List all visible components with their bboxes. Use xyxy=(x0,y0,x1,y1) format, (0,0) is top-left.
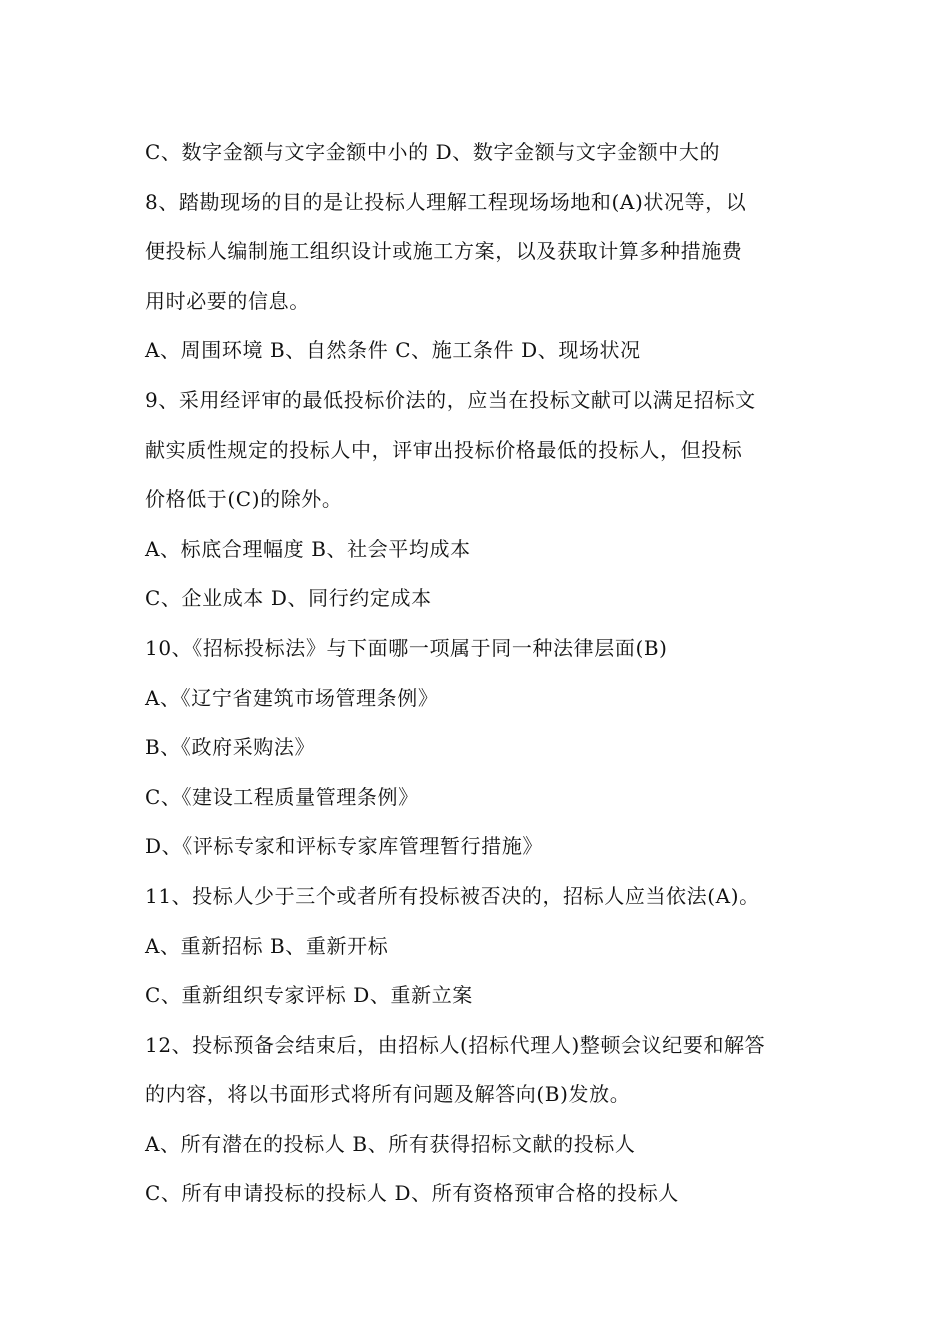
question-8-line-3: 用时必要的信息。 xyxy=(145,288,310,313)
question-12-options-ab: A、所有潜在的投标人 B、所有获得招标文献的投标人 xyxy=(145,1131,636,1156)
question-11-line: 11、投标人少于三个或者所有投标被否决的，招标人应当依法(A)。 xyxy=(145,883,760,908)
question-10-option-c: C、《建设工程质量管理条例》 xyxy=(145,784,419,809)
question-11-options-cd: C、重新组织专家评标 D、重新立案 xyxy=(145,983,473,1008)
question-12-options-cd: C、所有申请投标的投标人 D、所有资格预审合格的投标人 xyxy=(145,1181,679,1206)
question-12-line-1: 12、投标预备会结束后，由招标人(招标代理人)整顿会议纪要和解答 xyxy=(145,1032,766,1057)
question-9-options-ab: A、标底合理幅度 B、社会平均成本 xyxy=(145,536,471,561)
question-10-option-b: B、《政府采购法》 xyxy=(145,735,316,760)
question-8-line-1: 8、踏勘现场的目的是让投标人理解工程现场场地和(A)状况等，以 xyxy=(145,189,747,214)
question-10-option-d: D、《评标专家和评标专家库管理暂行措施》 xyxy=(145,834,544,859)
question-12-line-2: 的内容，将以书面形式将所有问题及解答向(B)发放。 xyxy=(145,1082,631,1107)
question-9-options-cd: C、企业成本 D、同行约定成本 xyxy=(145,586,432,611)
question-8-line-2: 便投标人编制施工组织设计或施工方案，以及获取计算多种措施费 xyxy=(145,239,743,264)
question-9-line-2: 献实质性规定的投标人中，评审出投标价格最低的投标人，但投标 xyxy=(145,437,743,462)
question-9-line-1: 9、采用经评审的最低投标价法的，应当在投标文献可以满足招标文 xyxy=(145,387,756,412)
option-line: C、数字金额与文字金额中小的 D、数字金额与文字金额中大的 xyxy=(145,140,721,164)
question-9-line-3: 价格低于(C)的除外。 xyxy=(145,487,343,512)
question-8-options: A、周围环境 B、自然条件 C、施工条件 D、现场状况 xyxy=(145,338,641,363)
question-11-options-ab: A、重新招标 B、重新开标 xyxy=(145,933,389,958)
document-body xyxy=(145,128,825,1219)
question-10-option-a: A、《辽宁省建筑市场管理条例》 xyxy=(145,685,439,710)
question-10-line: 10、《招标投标法》与下面哪一项属于同一种法律层面(B) xyxy=(145,635,668,660)
